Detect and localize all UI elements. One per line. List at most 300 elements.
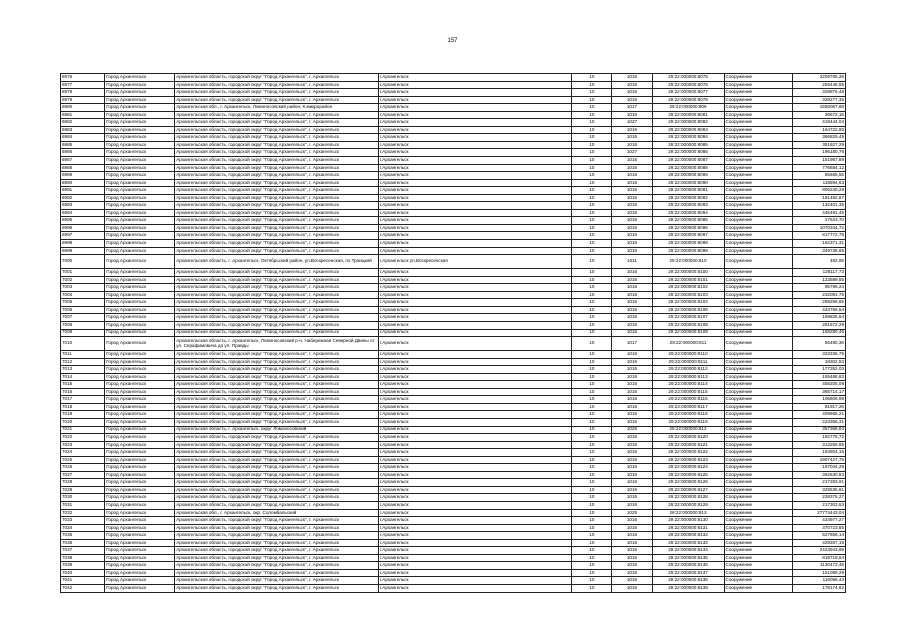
- object-type-cell: Сооружение: [724, 172, 793, 180]
- address-cell: Архангельская область, городской округ "Город Архангельск", г. Архангельск: [175, 224, 379, 232]
- locality-cell: г.Архангельск: [378, 562, 571, 570]
- cadastral-value-cell: 370723,85: [793, 524, 846, 532]
- cadastral-number-cell: 29:22:000000:8078: [652, 96, 724, 104]
- address-cell: Архангельская область, городской округ "Город Архангельск", г. Архангельск: [175, 81, 379, 89]
- object-type-cell: Сооружение: [724, 441, 793, 449]
- cadastral-number-cell: 29:22:000000:8075: [652, 74, 724, 82]
- table-row: [61, 187, 846, 195]
- address-cell: Архангельская область, городской округ "Город Архангельск", г. Архангельск: [175, 539, 379, 547]
- code-a-cell: 10: [572, 456, 612, 464]
- cadastral-value-cell: 482,65: [793, 255, 846, 269]
- address-cell: Архангельская область, городской округ "Город Архангельск", г. Архангельск: [175, 232, 379, 240]
- cadastral-value-cell: 329535,61: [793, 486, 846, 494]
- cadastral-number-cell: 29:22:000000:8136: [652, 562, 724, 570]
- municipality-cell: Город Архангельск: [105, 449, 175, 457]
- cadastral-number-cell: 29:22:000000:8086: [652, 149, 724, 157]
- object-type-cell: Сооружение: [724, 539, 793, 547]
- table-row: [61, 89, 846, 97]
- municipality-cell: Город Архангельск: [105, 299, 175, 307]
- code-a-cell: 10: [572, 306, 612, 314]
- row-number-cell: 7036: [61, 539, 105, 547]
- object-type-cell: Сооружение: [724, 585, 793, 593]
- cadastral-number-cell: 29:22:000000:8083: [652, 126, 724, 134]
- locality-cell: г.Архангельск: [378, 351, 571, 359]
- cadastral-value-cell: 255446,55: [793, 81, 846, 89]
- table-row: [61, 202, 846, 210]
- code-a-cell: 10: [572, 314, 612, 322]
- code-b-cell: 1016: [612, 240, 652, 248]
- row-number-cell: 6985: [61, 141, 105, 149]
- table-row: [61, 479, 846, 487]
- table-row: [61, 388, 846, 396]
- cadastral-number-cell: 29:22:000000:8094: [652, 209, 724, 217]
- cadastral-value-cell: 17523,70: [793, 217, 846, 225]
- code-b-cell: 1016: [612, 306, 652, 314]
- code-b-cell: 1016: [612, 299, 652, 307]
- municipality-cell: Город Архангельск: [105, 314, 175, 322]
- code-a-cell: 10: [572, 434, 612, 442]
- cadastral-number-cell: 29:22:000000:8139: [652, 585, 724, 593]
- cadastral-value-cell: 18302,53: [793, 358, 846, 366]
- table-row: [61, 351, 846, 359]
- cadastral-number-cell: 29:22:000000:8118: [652, 411, 724, 419]
- code-a-cell: 10: [572, 562, 612, 570]
- code-b-cell: 1016: [612, 434, 652, 442]
- code-b-cell: 1016: [612, 449, 652, 457]
- code-a-cell: 10: [572, 299, 612, 307]
- table-row: [61, 284, 846, 292]
- row-number-cell: 6979: [61, 96, 105, 104]
- cadastral-number-cell: 29:22:000000:8090: [652, 179, 724, 187]
- row-number-cell: 7020: [61, 418, 105, 426]
- table-row: [61, 329, 846, 337]
- address-cell: Архангельская область, городской округ "Город Архангельск", г. Архангельск: [175, 247, 379, 255]
- cadastral-value-cell: 85665,55: [793, 172, 846, 180]
- code-b-cell: 1016: [612, 321, 652, 329]
- object-type-cell: Сооружение: [724, 269, 793, 277]
- cadastral-value-cell: 196180,76: [793, 149, 846, 157]
- object-type-cell: Сооружение: [724, 299, 793, 307]
- row-number-cell: 7007: [61, 314, 105, 322]
- object-type-cell: Сооружение: [724, 81, 793, 89]
- address-cell: Архангельская область, городской округ "Город Архангельск", г. Архангельск: [175, 381, 379, 389]
- locality-cell: г.Архангельск: [378, 517, 571, 525]
- code-b-cell: 1016: [612, 81, 652, 89]
- row-number-cell: 7009: [61, 329, 105, 337]
- row-number-cell: 6983: [61, 126, 105, 134]
- cadastral-number-cell: 29:22:000000:8089: [652, 172, 724, 180]
- table-row: [61, 314, 846, 322]
- code-b-cell: 1016: [612, 329, 652, 337]
- locality-cell: г.Архангельск: [378, 329, 571, 337]
- locality-cell: г.Архангельск: [378, 291, 571, 299]
- address-cell: Архангельская область, городской округ "Город Архангельск", г. Архангельск: [175, 449, 379, 457]
- row-number-cell: 7021: [61, 426, 105, 434]
- cadastral-value-cell: 56490,36: [793, 337, 846, 351]
- row-number-cell: 6984: [61, 134, 105, 142]
- object-type-cell: Сооружение: [724, 276, 793, 284]
- object-type-cell: Сооружение: [724, 187, 793, 195]
- object-type-cell: Сооружение: [724, 471, 793, 479]
- cadastral-number-cell: 29:22:000000:8122: [652, 449, 724, 457]
- cadastral-value-cell: 217303,53: [793, 501, 846, 509]
- cadastral-value-cell: 159828,64: [793, 314, 846, 322]
- code-a-cell: 10: [572, 517, 612, 525]
- cadastral-value-cell: 776684,12: [793, 164, 846, 172]
- table-row: [61, 104, 846, 112]
- cadastral-value-cell: 365714,17: [793, 388, 846, 396]
- address-cell: Архангельская область, городской округ "Город Архангельск", г. Архангельск: [175, 366, 379, 374]
- row-number-cell: 6997: [61, 232, 105, 240]
- cadastral-number-cell: 29:22:000000:812: [652, 426, 724, 434]
- code-b-cell: 1016: [612, 194, 652, 202]
- cadastral-number-cell: 29:22:000000:8103: [652, 291, 724, 299]
- code-a-cell: 10: [572, 426, 612, 434]
- code-a-cell: 10: [572, 396, 612, 404]
- code-b-cell: 1016: [612, 494, 652, 502]
- address-cell: Архангельская область, городской округ "Город Архангельск", г. Архангельск: [175, 464, 379, 472]
- code-a-cell: 10: [572, 217, 612, 225]
- code-a-cell: 10: [572, 119, 612, 127]
- cadastral-number-cell: 29:22:000000:8088: [652, 164, 724, 172]
- cadastral-number-cell: 29:22:000000:8114: [652, 381, 724, 389]
- municipality-cell: Город Архангельск: [105, 456, 175, 464]
- table-row: [61, 255, 846, 269]
- code-b-cell: 1016: [612, 585, 652, 593]
- locality-cell: г.Архангельск: [378, 456, 571, 464]
- table-row: [61, 217, 846, 225]
- cadastral-number-cell: 29:22:000000:8123: [652, 456, 724, 464]
- cadastral-value-cell: 817772,76: [793, 232, 846, 240]
- municipality-cell: Город Архангельск: [105, 149, 175, 157]
- code-a-cell: 10: [572, 224, 612, 232]
- code-a-cell: 10: [572, 111, 612, 119]
- cadastral-number-cell: 29:22:000000:8087: [652, 157, 724, 165]
- code-b-cell: 1016: [612, 517, 652, 525]
- code-a-cell: 10: [572, 403, 612, 411]
- locality-cell: г.Архангельск: [378, 509, 571, 517]
- municipality-cell: Город Архангельск: [105, 554, 175, 562]
- address-cell: Архангельская область, городской округ "Город Архангельск", г. Архангельск: [175, 547, 379, 555]
- municipality-cell: Город Архангельск: [105, 291, 175, 299]
- locality-cell: г.Архангельск: [378, 547, 571, 555]
- row-number-cell: 7028: [61, 479, 105, 487]
- code-a-cell: 10: [572, 157, 612, 165]
- locality-cell: г.Архангельск: [378, 306, 571, 314]
- code-a-cell: 10: [572, 134, 612, 142]
- code-b-cell: 1016: [612, 441, 652, 449]
- cadastral-number-cell: 29:22:000000:8117: [652, 403, 724, 411]
- cadastral-number-cell: 29:22:000000:8106: [652, 306, 724, 314]
- code-a-cell: 10: [572, 486, 612, 494]
- row-number-cell: 6988: [61, 164, 105, 172]
- object-type-cell: Сооружение: [724, 232, 793, 240]
- municipality-cell: Город Архангельск: [105, 232, 175, 240]
- table-row: [61, 81, 846, 89]
- row-number-cell: 6986: [61, 149, 105, 157]
- address-cell: Архангельская область, городской округ "Город Архангельск", г. Архангельск: [175, 388, 379, 396]
- cadastral-value-cell: 458205,08: [793, 381, 846, 389]
- table-row: [61, 321, 846, 329]
- cadastral-value-cell: 443766,54: [793, 306, 846, 314]
- cadastral-number-cell: 29:22:000000:8085: [652, 141, 724, 149]
- locality-cell: г.Архангельск: [378, 217, 571, 225]
- address-cell: Архангельская область, городской округ "Город Архангельск", г. Архангельск: [175, 209, 379, 217]
- cadastral-number-cell: 29:22:000000:8126: [652, 479, 724, 487]
- locality-cell: г.Архангельск: [378, 479, 571, 487]
- cadastral-value-cell: 328277,35: [793, 96, 846, 104]
- address-cell: Архангельская область, городской округ "Город Архангельск", г. Архангельск: [175, 562, 379, 570]
- code-a-cell: 10: [572, 329, 612, 337]
- code-b-cell: 1016: [612, 403, 652, 411]
- object-type-cell: Сооружение: [724, 358, 793, 366]
- cadastral-number-cell: 29:22:000000:806: [652, 104, 724, 112]
- object-type-cell: Сооружение: [724, 157, 793, 165]
- cadastral-value-cell: 333336,75: [793, 351, 846, 359]
- municipality-cell: Город Архангельск: [105, 329, 175, 337]
- table-row: [61, 209, 846, 217]
- code-b-cell: 1016: [612, 172, 652, 180]
- cadastral-value-cell: 357368,93: [793, 426, 846, 434]
- row-number-cell: 7034: [61, 524, 105, 532]
- table-row: [61, 74, 846, 82]
- municipality-cell: Город Архангельск: [105, 501, 175, 509]
- row-number-cell: 7033: [61, 517, 105, 525]
- address-cell: Архангельская область, городской округ "Город Архангельск", г. Архангельск: [175, 486, 379, 494]
- row-number-cell: 7041: [61, 577, 105, 585]
- object-type-cell: Сооружение: [724, 524, 793, 532]
- locality-cell: г.Архангельск: [378, 314, 571, 322]
- table-row: [61, 306, 846, 314]
- code-b-cell: 1016: [612, 111, 652, 119]
- code-a-cell: 10: [572, 209, 612, 217]
- code-b-cell: 1016: [612, 562, 652, 570]
- code-b-cell: 1016: [612, 524, 652, 532]
- object-type-cell: Сооружение: [724, 494, 793, 502]
- municipality-cell: Город Архангельск: [105, 517, 175, 525]
- registry-table-body: [61, 74, 846, 593]
- row-number-cell: 7013: [61, 366, 105, 374]
- object-type-cell: Сооружение: [724, 164, 793, 172]
- row-number-cell: 6990: [61, 179, 105, 187]
- code-b-cell: 1016: [612, 418, 652, 426]
- row-number-cell: 7032: [61, 509, 105, 517]
- object-type-cell: Сооружение: [724, 501, 793, 509]
- object-type-cell: Сооружение: [724, 89, 793, 97]
- table-row: [61, 232, 846, 240]
- address-cell: Архангельская область, городской округ "Город Архангельск", г. Архангельск: [175, 314, 379, 322]
- locality-cell: г.Архангельск: [378, 149, 571, 157]
- locality-cell: г.Архангельск: [378, 81, 571, 89]
- object-type-cell: Сооружение: [724, 569, 793, 577]
- object-type-cell: Сооружение: [724, 351, 793, 359]
- cadastral-value-cell: 819719,84: [793, 554, 846, 562]
- locality-cell: г.Архангельск: [378, 141, 571, 149]
- municipality-cell: Город Архангельск: [105, 358, 175, 366]
- code-b-cell: 1016: [612, 157, 652, 165]
- code-a-cell: 10: [572, 255, 612, 269]
- code-b-cell: 1016: [612, 381, 652, 389]
- cadastral-value-cell: 27774443,04: [793, 509, 846, 517]
- locality-cell: г.Архангельск: [378, 403, 571, 411]
- object-type-cell: Сооружение: [724, 194, 793, 202]
- row-number-cell: 7017: [61, 396, 105, 404]
- code-b-cell: 1016: [612, 202, 652, 210]
- object-type-cell: Сооружение: [724, 403, 793, 411]
- cadastral-number-cell: 29:22:000000:8107: [652, 314, 724, 322]
- address-cell: Архангельская область, городской округ "Город Архангельск", г. Архангельск: [175, 119, 379, 127]
- municipality-cell: Город Архангельск: [105, 276, 175, 284]
- cadastral-value-cell: 349738,65: [793, 247, 846, 255]
- table-row: [61, 172, 846, 180]
- object-type-cell: Сооружение: [724, 111, 793, 119]
- code-a-cell: 10: [572, 284, 612, 292]
- row-number-cell: 6981: [61, 111, 105, 119]
- code-a-cell: 10: [572, 569, 612, 577]
- code-b-cell: 1016: [612, 388, 652, 396]
- cadastral-value-cell: 164722,80: [793, 126, 846, 134]
- object-type-cell: Сооружение: [724, 486, 793, 494]
- table-row: [61, 494, 846, 502]
- cadastral-number-cell: 29:22:000000:8133: [652, 539, 724, 547]
- address-cell: Архангельская область, городской округ "Город Архангельск", г. Архангельск: [175, 111, 379, 119]
- locality-cell: г.Архангельск: [378, 577, 571, 585]
- locality-cell: г.Архангельск: [378, 486, 571, 494]
- cadastral-number-cell: 29:22:000000:8135: [652, 554, 724, 562]
- row-number-cell: 7026: [61, 464, 105, 472]
- table-row: [61, 134, 846, 142]
- code-a-cell: 10: [572, 585, 612, 593]
- cadastral-value-cell: 151987,89: [793, 157, 846, 165]
- table-row: [61, 381, 846, 389]
- code-a-cell: 10: [572, 418, 612, 426]
- municipality-cell: Город Архангельск: [105, 81, 175, 89]
- code-a-cell: 10: [572, 524, 612, 532]
- municipality-cell: Город Архангельск: [105, 585, 175, 593]
- row-number-cell: 7037: [61, 547, 105, 555]
- cadastral-value-cell: 128117,73: [793, 269, 846, 277]
- object-type-cell: Сооружение: [724, 255, 793, 269]
- object-type-cell: Сооружение: [724, 554, 793, 562]
- table-row: [61, 96, 846, 104]
- table-row: [61, 569, 846, 577]
- locality-cell: г.Архангельск: [378, 381, 571, 389]
- table-row: [61, 509, 846, 517]
- locality-cell: г.Архангельск: [378, 111, 571, 119]
- code-b-cell: 1016: [612, 479, 652, 487]
- code-b-cell: 1016: [612, 96, 652, 104]
- code-a-cell: 10: [572, 321, 612, 329]
- cadastral-number-cell: 29:22:000000:8092: [652, 194, 724, 202]
- row-number-cell: 6982: [61, 119, 105, 127]
- code-b-cell: 1016: [612, 351, 652, 359]
- table-row: [61, 441, 846, 449]
- cadastral-number-cell: 29:22:000000:8131: [652, 524, 724, 532]
- code-b-cell: 1016: [612, 569, 652, 577]
- table-row: [61, 501, 846, 509]
- code-b-cell: 1016: [612, 314, 652, 322]
- locality-cell: г.Архангельск: [378, 194, 571, 202]
- table-row: [61, 449, 846, 457]
- municipality-cell: Город Архангельск: [105, 381, 175, 389]
- address-cell: Архангельская область, г. Архангельск, Ломоносовский р-н, Набережная Северной Двины от ул. Серафимовича до ул. Правды: [175, 337, 379, 351]
- address-cell: Архангельская область, городской округ "Город Архангельск", г. Архангельск: [175, 187, 379, 195]
- cadastral-number-cell: 29:22:000000:8102: [652, 284, 724, 292]
- locality-cell: г.Архангельск: [378, 388, 571, 396]
- code-a-cell: 10: [572, 479, 612, 487]
- table-row: [61, 585, 846, 593]
- object-type-cell: Сооружение: [724, 418, 793, 426]
- address-cell: Архангельская область, г. Архангельск, Октябрьский район, ул.Воскресенская, по Троицкий: [175, 255, 379, 269]
- table-row: [61, 194, 846, 202]
- code-b-cell: 1016: [612, 276, 652, 284]
- municipality-cell: Город Архангельск: [105, 351, 175, 359]
- cadastral-number-cell: 29:22:000000:8115: [652, 388, 724, 396]
- row-number-cell: 7001: [61, 269, 105, 277]
- cadastral-number-cell: 29:22:000000:8109: [652, 329, 724, 337]
- code-a-cell: 10: [572, 232, 612, 240]
- table-row: [61, 554, 846, 562]
- municipality-cell: Город Архангельск: [105, 306, 175, 314]
- code-b-cell: 1016: [612, 358, 652, 366]
- municipality-cell: Город Архангельск: [105, 524, 175, 532]
- code-a-cell: 10: [572, 388, 612, 396]
- row-number-cell: 7042: [61, 585, 105, 593]
- table-row: [61, 126, 846, 134]
- object-type-cell: Сооружение: [724, 179, 793, 187]
- address-cell: Архангельская область, городской округ "Город Архангельск", г. Архангельск: [175, 291, 379, 299]
- address-cell: Архангельская область, городской округ "Город Архангельск", г. Архангельск: [175, 351, 379, 359]
- municipality-cell: Город Архангельск: [105, 418, 175, 426]
- cadastral-number-cell: 29:22:000000:8125: [652, 471, 724, 479]
- row-number-cell: 7008: [61, 321, 105, 329]
- locality-cell: г.Архангельск: [378, 449, 571, 457]
- table-row: [61, 164, 846, 172]
- code-b-cell: 1016: [612, 456, 652, 464]
- row-number-cell: 7012: [61, 358, 105, 366]
- row-number-cell: 6989: [61, 172, 105, 180]
- locality-cell: г.Архангельск: [378, 187, 571, 195]
- locality-cell: г.Архангельск: [378, 501, 571, 509]
- address-cell: Архангельская область, городской округ "Город Архангельск", г. Архангельск: [175, 501, 379, 509]
- locality-cell: г.Архангельск: [378, 119, 571, 127]
- municipality-cell: Город Архангельск: [105, 126, 175, 134]
- table-row: [61, 119, 846, 127]
- row-number-cell: 7024: [61, 449, 105, 457]
- municipality-cell: Город Архангельск: [105, 224, 175, 232]
- municipality-cell: Город Архангельск: [105, 217, 175, 225]
- code-b-cell: 1016: [612, 366, 652, 374]
- table-row: [61, 426, 846, 434]
- address-cell: Архангельская область, городской округ "Город Архангельск", г. Архангельск: [175, 164, 379, 172]
- code-a-cell: 10: [572, 164, 612, 172]
- object-type-cell: Сооружение: [724, 577, 793, 585]
- locality-cell: г.Архангельск: [378, 172, 571, 180]
- locality-cell: г.Архангельск: [378, 569, 571, 577]
- row-number-cell: 6977: [61, 81, 105, 89]
- cadastral-number-cell: 29:22:000000:8082: [652, 119, 724, 127]
- code-a-cell: 10: [572, 172, 612, 180]
- municipality-cell: Город Архангельск: [105, 119, 175, 127]
- object-type-cell: Сооружение: [724, 209, 793, 217]
- address-cell: Архангельская область, городской округ "Город Архангельск", г. Архангельск: [175, 149, 379, 157]
- code-b-cell: 1016: [612, 247, 652, 255]
- locality-cell: г.Архангельск: [378, 366, 571, 374]
- code-a-cell: 10: [572, 179, 612, 187]
- table-row: [61, 366, 846, 374]
- cadastral-number-cell: 29:22:000000:811: [652, 337, 724, 351]
- address-cell: Архангельская область, г. Архангельск, округ Ломоносовский: [175, 426, 379, 434]
